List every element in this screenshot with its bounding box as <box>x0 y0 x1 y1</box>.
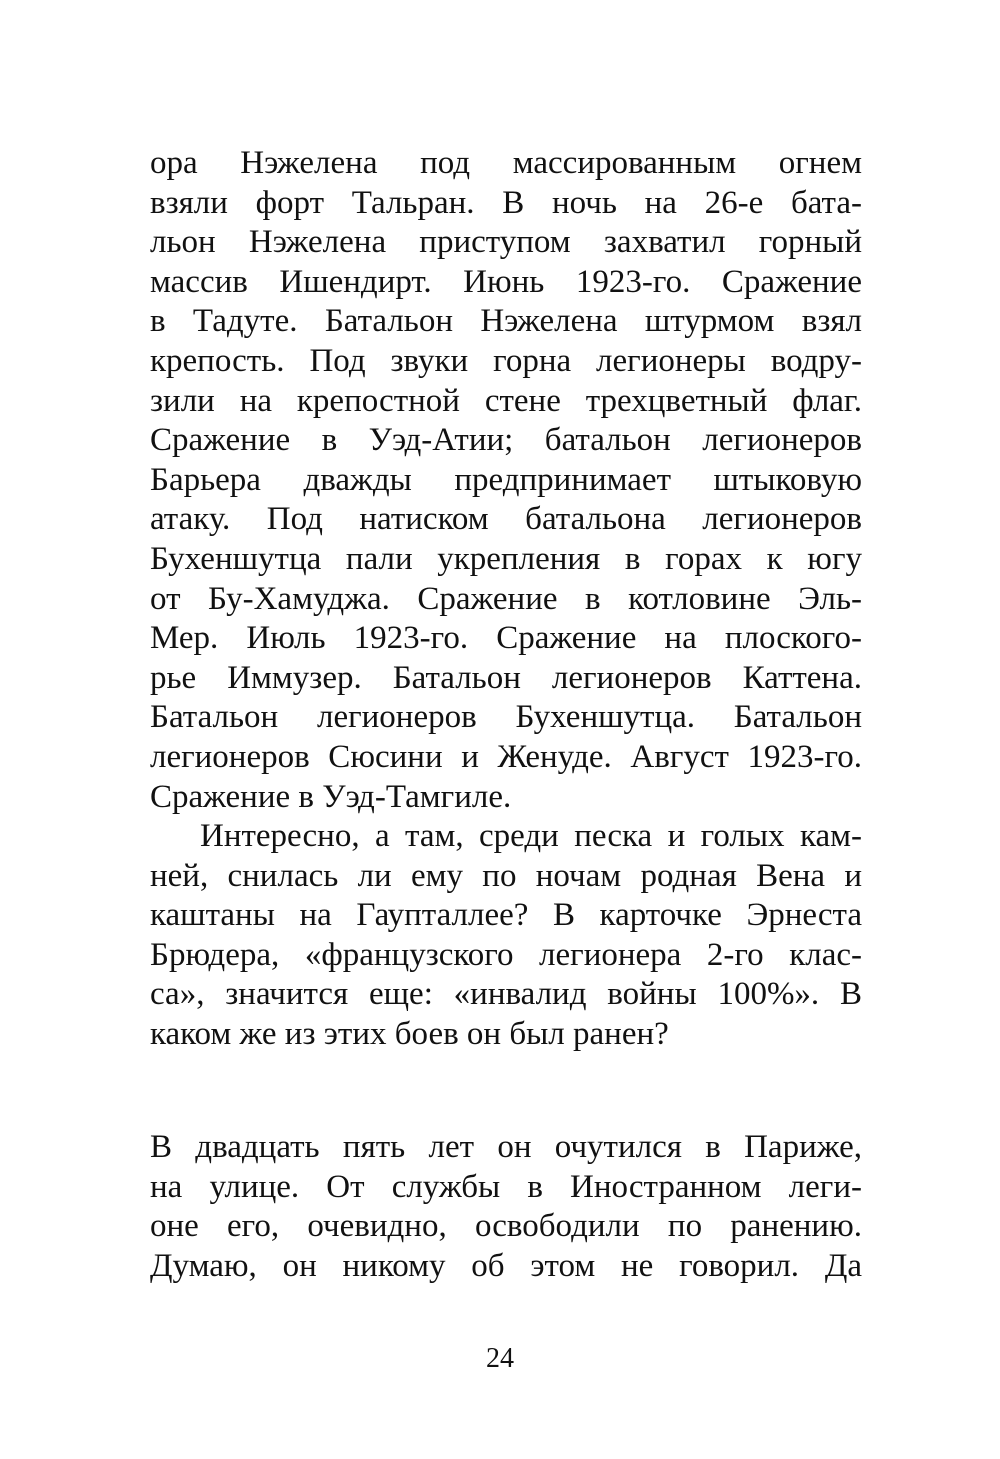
text-line: льон Нэжелена приступом захватил горный <box>150 224 862 261</box>
text-line: оне его, очевидно, освободили по ранению. <box>150 1208 862 1245</box>
text-line: Барьера дважды предпринимает штыковую <box>150 461 862 498</box>
text-line: в Тадуте. Батальон Нэжелена штурмом взял <box>150 303 862 340</box>
text-line: Батальон легионеров Бухеншутца. Батальон <box>150 699 862 736</box>
text-line: са», значится еще: «инвалид войны 100%». В <box>150 976 862 1013</box>
text-line: Думаю, он никому об этом не говорил. Да <box>150 1247 862 1284</box>
text-line: рье Иммузер. Батальон легионеров Каттена. <box>150 659 862 696</box>
text-line: крепость. Под звуки горна легионеры водру- <box>150 342 862 379</box>
text-block-upper <box>150 144 862 1055</box>
text-line: ней, снилась ли ему по ночам родная Вена и <box>150 857 862 894</box>
text-line: Брюдера, «французского легионера 2-го клас- <box>150 936 862 973</box>
text-line-paragraph-end: Сражение в Уэд-Тамгиле. <box>150 778 512 815</box>
text-line: Бухеншутца пали укрепления в горах к югу <box>150 540 862 577</box>
text-line: Мер. Июль 1923-го. Сражение на плоского- <box>150 620 862 657</box>
text-line: Сражение в Уэд-Атии; батальон легионеров <box>150 422 862 459</box>
text-line: взяли форт Тальран. В ночь на 26-е бата- <box>150 184 862 221</box>
text-line: каштаны на Гаупталлее? В карточке Эрнеста <box>150 897 862 934</box>
text-line: на улице. От службы в Иностранном леги- <box>150 1168 862 1205</box>
text-line: атаку. Под натиском батальона легионеров <box>150 501 862 538</box>
text-line: ора Нэжелена под массированным огнем <box>150 145 862 181</box>
text-line: В двадцать пять лет он очутился в Париже, <box>150 1129 862 1165</box>
text-line: от Бу-Хамуджа. Сражение в котловине Эль- <box>150 580 862 617</box>
text-line: массив Ишендирт. Июнь 1923-го. Сражение <box>150 263 862 300</box>
text-line-paragraph-start: Интересно, а там, среди песка и голых кам- <box>200 818 862 855</box>
text-line-paragraph-end: каком же из этих боев он был ранен? <box>150 1016 669 1053</box>
text-block-lower <box>150 1128 862 1286</box>
text-line: легионеров Сюсини и Женуде. Август 1923-го. <box>150 738 862 775</box>
text-line: зили на крепостной стене трехцветный флаг. <box>150 382 862 419</box>
page-number: 24 <box>486 1343 514 1374</box>
